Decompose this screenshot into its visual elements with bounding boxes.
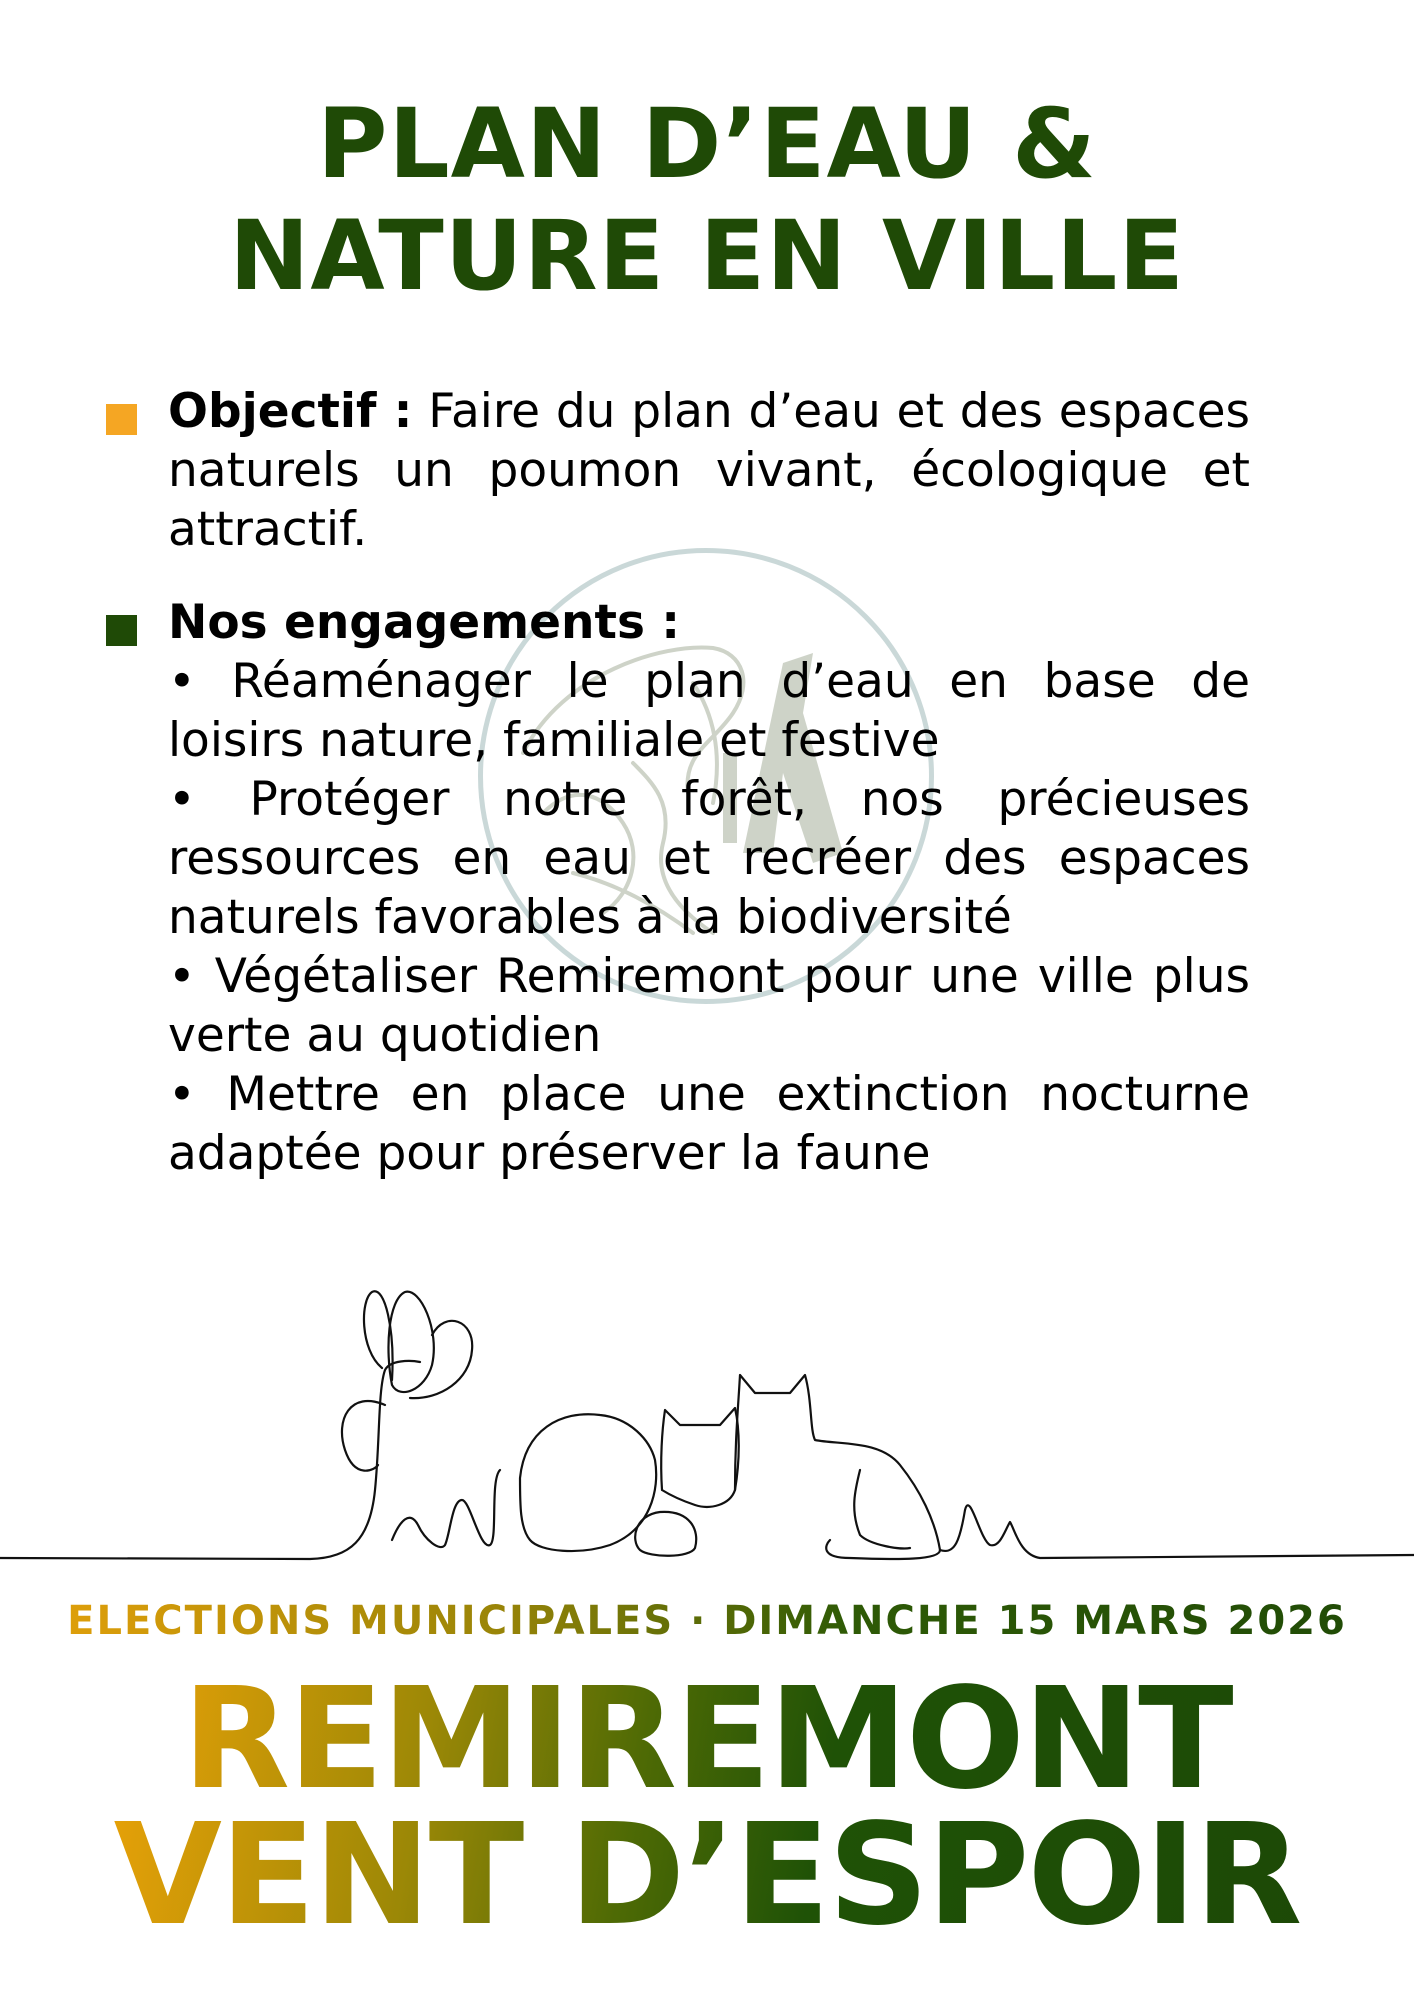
section-objective bbox=[168, 382, 1250, 559]
election-date-line: ELECTIONS MUNICIPALES · DIMANCHE 15 MARS 2026 bbox=[0, 1598, 1414, 1644]
title-line-2: NATURE EN VILLE bbox=[229, 200, 1185, 312]
brand-line-1: REMIREMONT bbox=[182, 1658, 1232, 1821]
brand-line-2: VENT D’ESPOIR bbox=[113, 1794, 1301, 1957]
engagements-heading: Nos engagements : bbox=[168, 595, 681, 650]
content-body bbox=[168, 382, 1250, 1183]
objective-label: Objectif : bbox=[168, 384, 413, 439]
title-line-1: PLAN D’EAU & bbox=[317, 88, 1097, 200]
engagement-item: • Mettre en place une extinction nocturne adaptée pour préserver la faune bbox=[168, 1067, 1250, 1181]
engagement-item: • Réaménager le plan d’eau en base de loisirs nature, familiale et festive bbox=[168, 654, 1250, 768]
section-engagements bbox=[168, 593, 1250, 1183]
tulip-and-cats-line-drawing-icon bbox=[0, 1290, 1414, 1580]
page-title bbox=[0, 88, 1414, 312]
campaign-name bbox=[0, 1658, 1414, 1957]
objective-text: Faire du plan d’eau et des espaces naturels un poumon vivant, écologique et attractif. bbox=[168, 384, 1250, 557]
engagement-item: • Protéger notre forêt, nos précieuses ressources en eau et recréer des espaces naturels favorables à la biodiversité bbox=[168, 772, 1250, 945]
square-bullet-icon bbox=[106, 615, 137, 646]
engagement-item: • Végétaliser Remiremont pour une ville plus verte au quotidien bbox=[168, 949, 1250, 1063]
objective-paragraph bbox=[168, 382, 1250, 559]
square-bullet-icon bbox=[106, 404, 137, 435]
